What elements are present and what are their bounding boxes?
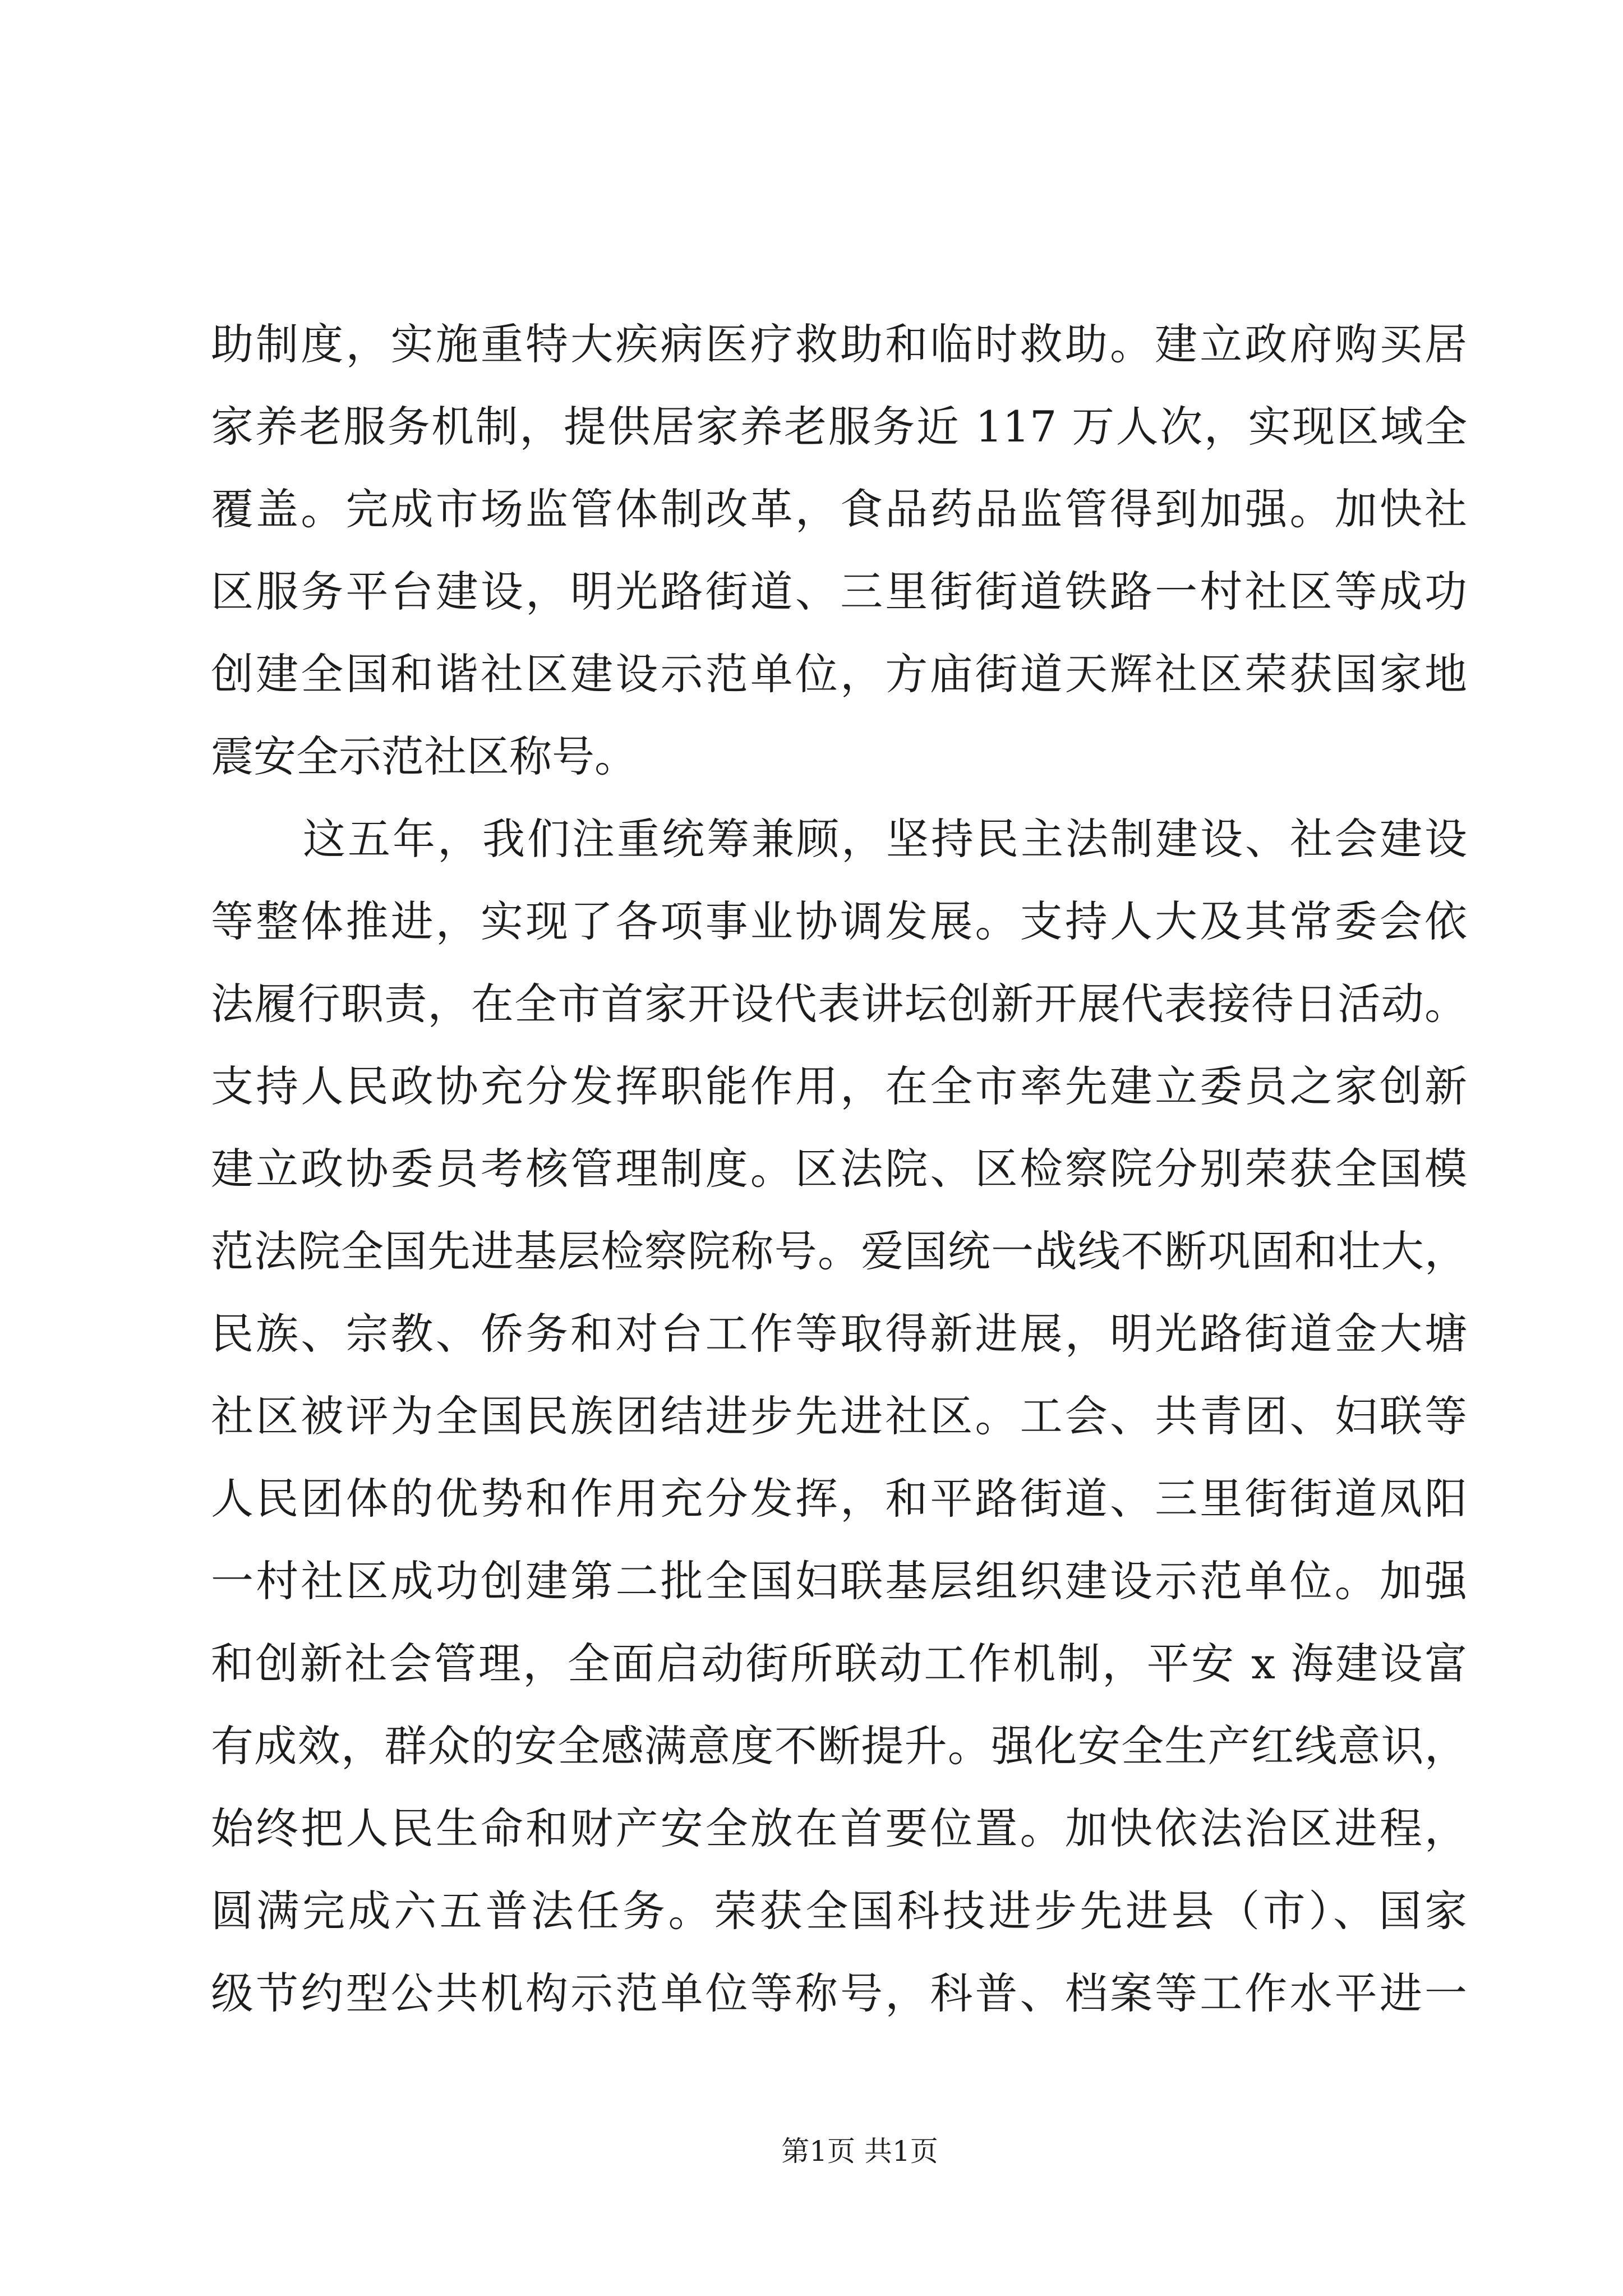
text-line: 震安全示范社区称号。 [211,731,637,781]
text-line: 始终把人民生命和财产安全放在首要位置。加快依法治区进程， [211,1803,1467,1853]
text-line: 有成效，群众的安全感满意度不断提升。强化安全生产红线意识， [211,1721,1467,1771]
text-line: 建立政协委员考核管理制度。区法院、区检察院分别荣获全国模 [211,1144,1467,1194]
page-number-footer: 第1页 共1页 [781,2135,938,2168]
text-line: 家养老服务机制，提供居家养老服务近 117 万人次，实现区域全 [211,402,1467,452]
text-line: 助制度，实施重特大疾病医疗救助和临时救助。建立政府购买居 [211,319,1467,369]
text-line: 法履行职责，在全市首家开设代表讲坛创新开展代表接待日活动。 [211,979,1467,1029]
text-line: 这五年，我们注重统筹兼顾，坚持民主法制建设、社会建设 [303,814,1467,864]
paragraph-1 [211,303,1467,798]
text-line: 范法院全国先进基层检察院称号。爱国统一战线不断巩固和壮大， [211,1226,1467,1276]
text-line: 民族、宗教、侨务和对台工作等取得新进展，明光路街道金大塘 [211,1309,1467,1359]
paragraph-2 [211,798,1467,2035]
text-line: 等整体推进，实现了各项事业协调发展。支持人大及其常委会依 [211,896,1467,946]
text-line: 一村社区成功创建第二批全国妇联基层组织建设示范单位。加强 [211,1556,1467,1606]
text-line: 覆盖。完成市场监管体制改革，食品药品监管得到加强。加快社 [211,484,1467,534]
text-line: 圆满完成六五普法任务。荣获全国科技进步先进县（市）、国家 [211,1886,1467,1936]
text-line: 级节约型公共机构示范单位等称号，科普、档案等工作水平进一 [211,1968,1467,2018]
text-line: 支持人民政协充分发挥职能作用，在全市率先建立委员之家创新 [211,1061,1467,1111]
text-line: 创建全国和谐社区建设示范单位，方庙街道天辉社区荣获国家地 [211,649,1467,699]
text-line: 社区被评为全国民族团结进步先进社区。工会、共青团、妇联等 [211,1391,1467,1441]
text-line: 和创新社会管理，全面启动街所联动工作机制，平安 x 海建设富 [211,1639,1467,1688]
text-line: 区服务平台建设，明光路街道、三里街街道铁路一村社区等成功 [211,567,1467,616]
text-line: 人民团体的优势和作用充分发挥，和平路街道、三里街街道凤阳 [211,1474,1467,1524]
document-body [211,303,1467,2035]
